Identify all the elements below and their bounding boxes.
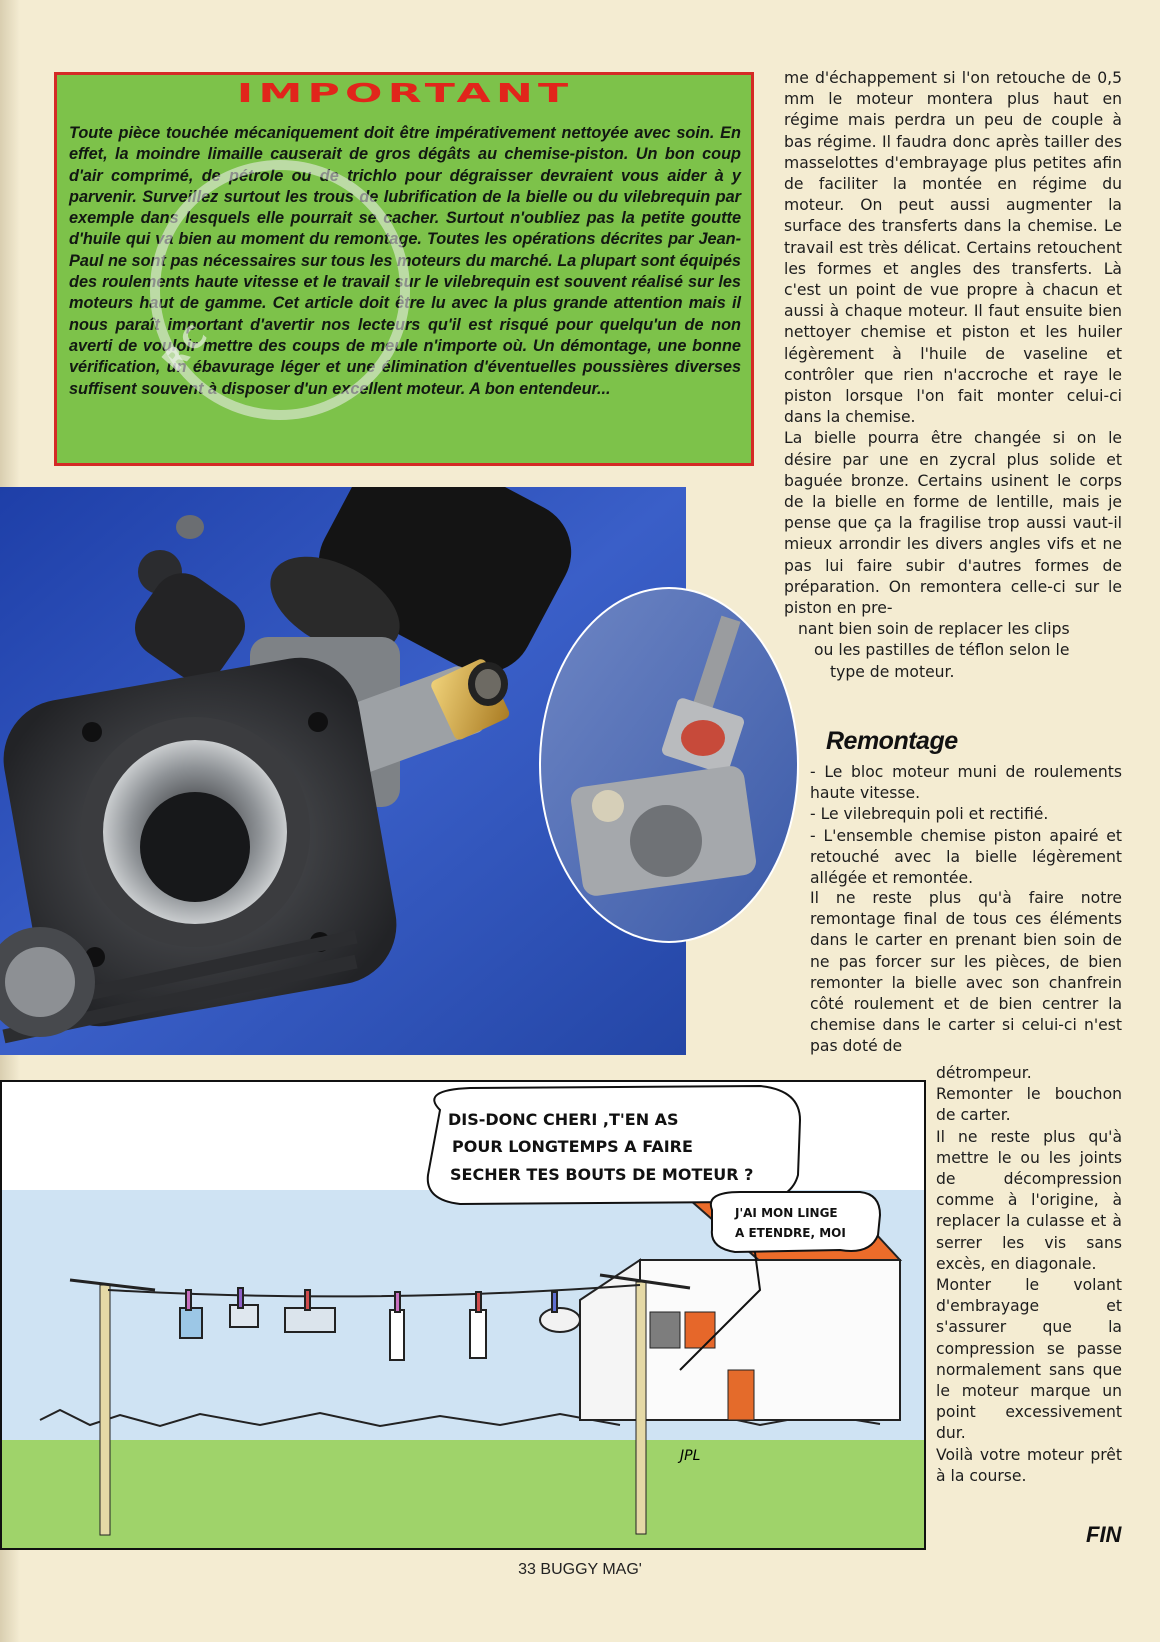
bubble1-line: POUR LONGTEMPS A FAIRE (452, 1137, 693, 1156)
article-paragraph: Il ne reste plus qu'à mettre le ou les joints de décompression comme à l'origine, à replacer la culasse et à serrer les vis sans excès, en diagonale. (936, 1127, 1122, 1273)
important-title: IMPORTANT (236, 79, 574, 109)
article-paragraph: Remonter le bouchon de carter. (936, 1085, 1122, 1125)
bubble2-line: J'AI MON LINGE (735, 1206, 838, 1220)
list-item: - Le vilebrequin poli et rectifié. (810, 805, 1049, 824)
article-paragraph: Monter le volant d'embrayage et s'assurer que la compression se passe normalement sans que le moteur marque un point excessivement dur. (936, 1276, 1122, 1443)
remontage-heading: Remontage (826, 727, 958, 755)
article-paragraph-final-assembly (810, 888, 1122, 1058)
cartoon-illustration (0, 1080, 926, 1550)
page-folio: 33 BUGGY MAG' (518, 1561, 642, 1578)
fin-label: FIN (1086, 1522, 1122, 1547)
article-line: ou les pastilles de téflon selon le (814, 641, 1070, 660)
bubble1-line: SECHER TES BOUTS DE MOTEUR ? (450, 1165, 754, 1184)
article-paragraph: Voilà votre moteur prêt à la course. (936, 1445, 1122, 1485)
article-paragraph: Il ne reste plus qu'à faire notre remontage final de tous ces éléments dans le carter en prenant bien soin de ne pas forcer sur les pièces, de bien remonter la bielle avec son chanfrein côté roulement et de bien centrer la chemise dans le carter si celui-ci n'est pas doté de (810, 889, 1122, 1056)
cartoon-signature: JPL (680, 1448, 701, 1464)
list-item: - Le bloc moteur muni de roulements haute vitesse. (810, 763, 1122, 803)
article-paragraph: me d'échappement si l'on retouche de 0,5 mm le moteur montera plus haut en régime mais perdra un peu de couple à bas régime. Il faudra donc après tailler des masselottes d'embrayage plus petites afin de faciliter la montée en régime du moteur. On peut aussi augmenter la surface des transferts dans la chemise. Le travail est très délicat. Certains retouchent les formes et angles des transferts. Là c'est un point de vue propre à chacun et aussi à chaque moteur. Il faut ensuite bien nettoyer chemise et piston et les huiler légèrement à l'huile de vaseline et contrôler que rien n'accroche et raye le piston lorsque l'on fait monter celui-ci dans la chemise. (784, 69, 1122, 427)
speech-bubble-2 (711, 1192, 880, 1252)
article-column-top (784, 68, 1122, 683)
article-line: détrompeur. (936, 1064, 1032, 1082)
article-column-narrow (936, 1063, 1122, 1487)
important-body: Toute pièce touchée mécaniquement doit être impérativement nettoyée avec soin. En effet, la moindre limaille causerait de gros dégâts au chemise-piston. Un bon coup d'air comprimé, de pétrole ou de trichlo pour dégraisser devraient vous aider à y parvenir. Surveillez surtout les trous de lubrification de la bielle ou du vilebrequin par exemple dans lesquels elle pourrait se cacher. Surtout n'oubliez pas la petite goutte d'huile qui va bien au moment du remontage. Toutes les opérations décrites par Jean-Paul ne sont pas nécessaires sur tous les moteurs du marché. La plupart sont équipés des roulements haute vitesse et le travail sur le vilebrequin est souvent réalisé sur les moteurs haut de gamme. Cet article doit être lu avec la plus grande attention mais il nous paraît important d'avertir nos lecteurs qu'il est risqué pour quelqu'un de non averti de vouloir mettre des coups de meule n'importe où. Un démontage, une bonne vérification, un ébavurage léger et une élimination d'éventuelles poussières diverses suffisent souvent à disposer d'un excellent moteur. A bon entendeur... (69, 124, 741, 398)
list-item: - L'ensemble chemise piston apairé et retouché avec la bielle légèrement allégée et remontée. (810, 826, 1122, 888)
article-line: type de moteur. (830, 662, 955, 681)
crankshaft-photo (538, 586, 800, 944)
bubble2-line: A ETENDRE, MOI (735, 1226, 846, 1240)
article-paragraph: La bielle pourra être changée si on le désire par une en zycral plus solide et baguée bronze. Certains usinent le corps de la bielle en forme de lentille, mais je pense que ça la fragilise trop aussi vaut-il mieux arrondir les divers angles vifs et ne pas lui faire subir d'autres formes de préparation. On remontera celle-ci sur le piston en pre- (784, 429, 1122, 618)
watermark-text: RC (155, 316, 218, 379)
remontage-list (810, 762, 1122, 889)
article-line: nant bien soin de replacer les clips (798, 620, 1070, 639)
bubble1-line: DIS-DONC CHERI ,T'EN AS (448, 1110, 679, 1129)
important-box (54, 72, 754, 466)
